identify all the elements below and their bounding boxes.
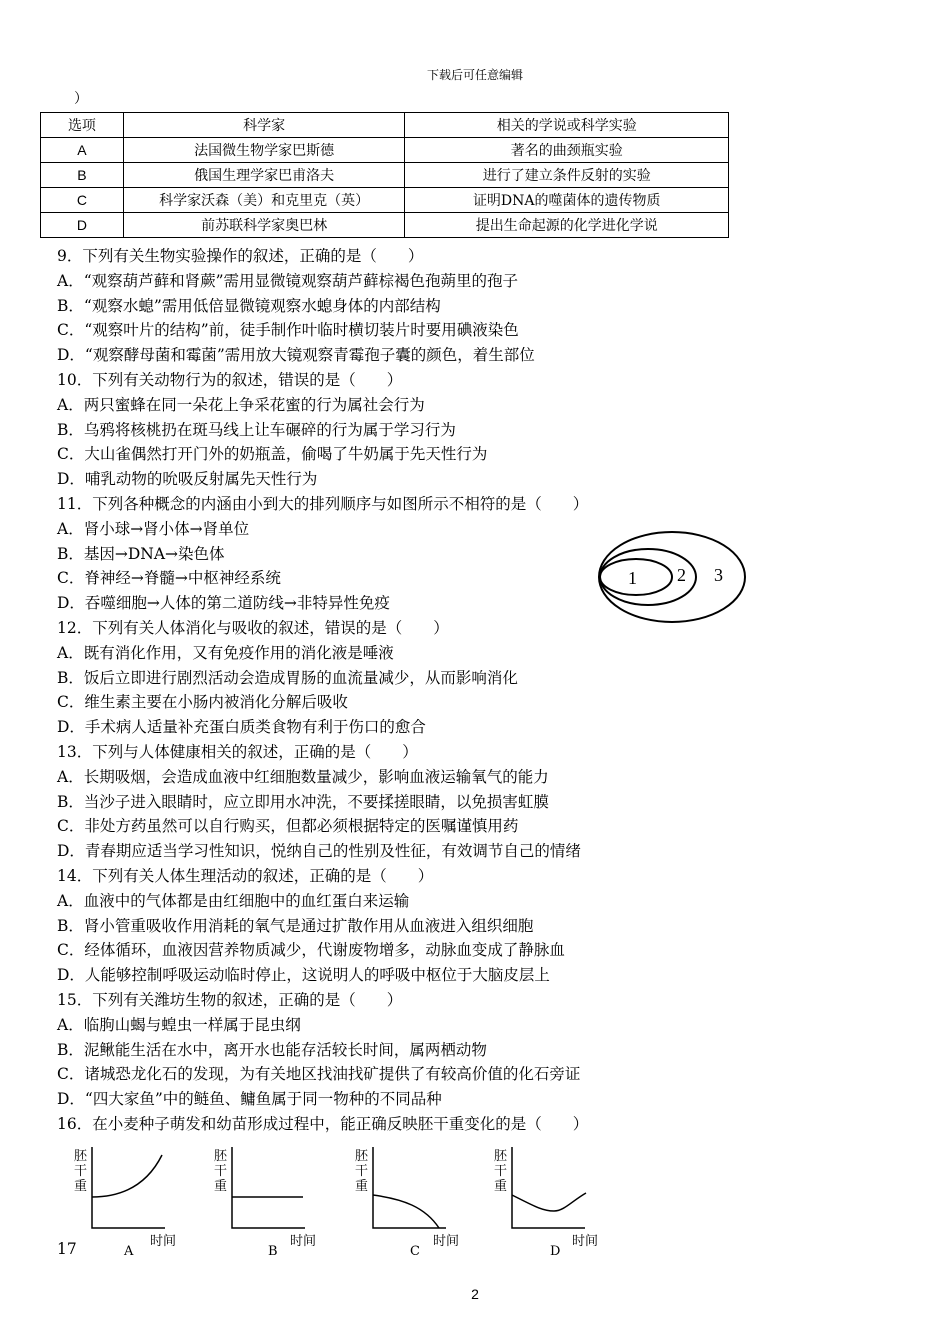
question-line: 10．下列有关动物行为的叙述，错误的是（ ）	[57, 370, 403, 389]
table-cell: 证明DNA的噬菌体的遗传物质	[405, 188, 729, 213]
graph-option-d	[492, 1145, 602, 1265]
graph-option-label: B	[268, 1244, 278, 1259]
graph-curve-increasing	[92, 1155, 162, 1197]
question-line: 14．下列有关人体生理活动的叙述，正确的是（ ）	[57, 866, 434, 885]
graph-axes	[512, 1147, 585, 1228]
question-line: B．泥鳅能生活在水中，离开水也能存活较长时间，属两栖动物	[57, 1040, 487, 1059]
graph-option-a	[72, 1145, 182, 1265]
table-cell: C	[41, 188, 124, 213]
graph-ylabel-char: 重	[214, 1179, 228, 1194]
graph-option-c	[353, 1145, 463, 1265]
question-line: C．脊神经→脊髓→中枢神经系统	[57, 569, 281, 588]
page-header: 下载后可任意编辑	[426, 68, 523, 82]
question-line: 15．下列有关潍坊生物的叙述，正确的是（ ）	[57, 990, 403, 1009]
question-line: B．“观察水螅”需用低倍显微镜观察水螅身体的内部结构	[57, 296, 441, 315]
question-line: A．既有消化作用，又有免疫作用的消化液是唾液	[57, 643, 394, 662]
graph-ylabel-char: 重	[355, 1179, 369, 1194]
venn-label-2: 2	[677, 565, 686, 585]
graph-ylabel-char: 胚	[355, 1149, 369, 1164]
venn-label-3: 3	[714, 565, 723, 585]
graph-xlabel: 时间	[572, 1234, 599, 1249]
table-header-cell: 科学家	[123, 113, 405, 138]
table-cell: B	[41, 163, 124, 188]
graph-curve-decreasing	[373, 1195, 439, 1228]
question-line: C．大山雀偶然打开门外的奶瓶盖，偷喝了牛奶属于先天性行为	[57, 445, 488, 464]
question-line: A．血液中的气体都是由红细胞中的血红蛋白来运输	[57, 891, 410, 910]
graph-ylabel-char: 胚	[214, 1149, 228, 1164]
scientist-table	[40, 112, 729, 238]
previous-question-paren: ）	[74, 91, 88, 107]
question-line: 13．下列与人体健康相关的叙述，正确的是（ ）	[57, 742, 418, 761]
venn-label-1: 1	[628, 568, 637, 588]
question-line: A．“观察葫芦藓和肾蕨”需用显微镜观察葫芦藓棕褐色孢蒴里的孢子	[57, 271, 519, 290]
table-row	[41, 163, 729, 188]
table-header-cell: 相关的学说或科学实验	[405, 113, 729, 138]
question-17-number: 17	[57, 1240, 77, 1258]
question-line: B．乌鸦将核桃扔在斑马线上让车碾碎的行为属于学习行为	[57, 420, 456, 439]
graph-option-label: C	[410, 1244, 420, 1259]
graph-ylabel-char: 胚	[74, 1149, 88, 1164]
graph-axes	[373, 1147, 446, 1228]
question-line: C．经体循环，血液因营养物质减少，代谢废物增多，动脉血变成了静脉血	[57, 941, 565, 960]
question-line: D．手术病人适量补充蛋白质类食物有利于伤口的愈合	[57, 718, 426, 737]
graph-ylabel-char: 干	[74, 1164, 88, 1179]
question-text-block	[57, 244, 917, 1137]
question-line: 9．下列有关生物实验操作的叙述，正确的是（ ）	[57, 247, 424, 265]
question-line: D．吞噬细胞→人体的第二道防线→非特异性免疫	[57, 594, 390, 613]
question-line: 11．下列各种概念的内涵由小到大的排列顺序与如图所示不相符的是（ ）	[57, 494, 589, 513]
question-line: D．“观察酵母菌和霉菌”需用放大镜观察青霉孢子囊的颜色，着生部位	[57, 346, 535, 365]
question-line: C．“观察叶片的结构”前，徒手制作叶临时横切装片时要用碘液染色	[57, 321, 519, 340]
graph-option-b	[212, 1145, 322, 1265]
question-line: D．哺乳动物的吮吸反射属先天性行为	[57, 470, 318, 489]
graph-ylabel-char: 干	[355, 1164, 369, 1179]
table-row	[41, 138, 729, 163]
question-line: B．饭后立即进行剧烈活动会造成胃肠的血流量减少，从而影响消化	[57, 668, 518, 687]
question-line: A．临朐山蝎与蝗虫一样属于昆虫纲	[57, 1015, 301, 1034]
question-line: A．长期吸烟，会造成血液中红细胞数量减少，影响血液运输氧气的能力	[57, 767, 549, 786]
table-cell: 俄国生理学家巴甫洛夫	[123, 163, 405, 188]
table-cell: 法国微生物学家巴斯德	[123, 138, 405, 163]
question-line: B．肾小管重吸收作用消耗的氧气是通过扩散作用从血液进入组织细胞	[57, 916, 534, 935]
question-line: D．“四大家鱼”中的鲢鱼、鳙鱼属于同一物种的不同品种	[57, 1090, 442, 1109]
question-line: B．当沙子进入眼睛时，应立即用水冲洗，不要揉搓眼睛，以免损害虹膜	[57, 792, 549, 811]
table-row	[41, 213, 729, 238]
table-cell: 著名的曲颈瓶实验	[405, 138, 729, 163]
table-header-row	[41, 113, 729, 138]
question-line: C．非处方药虽然可以自行购买，但都必须根据特定的医嘱谨慎用药	[57, 817, 519, 836]
graph-xlabel: 时间	[290, 1234, 317, 1249]
question-line: A．肾小球→肾小体→肾单位	[57, 519, 250, 538]
question-line: D．青春期应适当学习性知识，悦纳自己的性别及性征，有效调节自己的情绪	[57, 842, 581, 861]
graph-option-label: D	[550, 1244, 561, 1259]
question-line: A．两只蜜蜂在同一朵花上争采花蜜的行为属社会行为	[57, 395, 425, 414]
graph-axes	[232, 1147, 305, 1228]
graph-option-label: A	[124, 1244, 134, 1259]
graph-ylabel-char: 干	[214, 1164, 228, 1179]
table-cell: 科学家沃森（美）和克里克（英）	[123, 188, 405, 213]
question-line: 12．下列有关人体消化与吸收的叙述，错误的是（ ）	[57, 618, 449, 637]
page-number: 2	[471, 1286, 479, 1302]
table-header-cell: 选项	[41, 113, 124, 138]
question-line: D．人能够控制呼吸运动临时停止，这说明人的呼吸中枢位于大脑皮层上	[57, 966, 550, 985]
graph-axes	[92, 1147, 165, 1228]
table-row	[41, 188, 729, 213]
graph-ylabel-char: 重	[494, 1179, 508, 1194]
question-line: C．维生素主要在小肠内被消化分解后吸收	[57, 693, 348, 712]
graph-xlabel: 时间	[433, 1234, 460, 1249]
question-line: 16．在小麦种子萌发和幼苗形成过程中，能正确反映胚干重变化的是（ ）	[57, 1114, 589, 1133]
graph-xlabel: 时间	[150, 1234, 177, 1249]
table-cell: 提出生命起源的化学进化学说	[405, 213, 729, 238]
graph-ylabel-char: 重	[74, 1179, 88, 1194]
graph-curve-dip	[512, 1193, 586, 1211]
graph-ylabel-char: 胚	[494, 1149, 508, 1164]
nested-concept-diagram	[598, 530, 753, 630]
table-cell: 前苏联科学家奥巴林	[123, 213, 405, 238]
question-line: B．基因→DNA→染色体	[57, 544, 225, 563]
table-cell: 进行了建立条件反射的实验	[405, 163, 729, 188]
question-line: C．诸城恐龙化石的发现，为有关地区找油找矿提供了有较高价值的化石旁证	[57, 1065, 581, 1084]
table-cell: A	[41, 138, 124, 163]
table-cell: D	[41, 213, 124, 238]
graph-ylabel-char: 干	[494, 1164, 508, 1179]
